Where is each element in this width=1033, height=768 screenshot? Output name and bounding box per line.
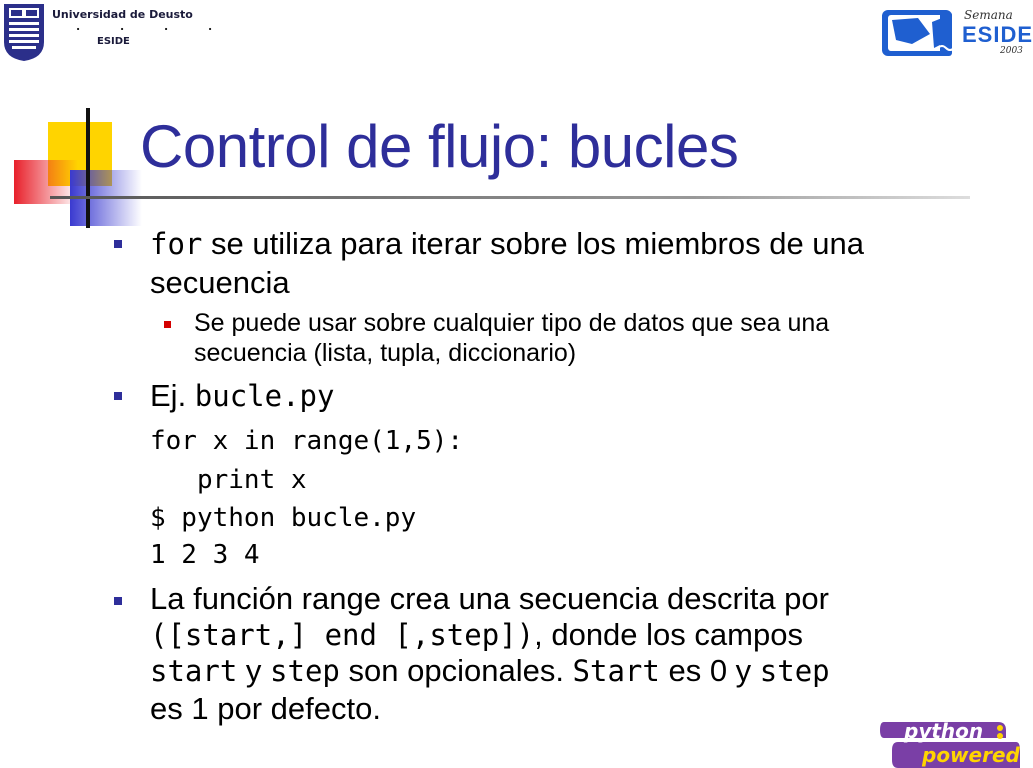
eside-logo-small-text: Semana (964, 8, 1013, 22)
code-step: step (270, 654, 340, 688)
code-step-2: step (759, 654, 830, 688)
bullet-3-line-3 (150, 652, 830, 690)
code-line-4: 1 2 3 4 (150, 540, 260, 570)
code-line-2: print x (150, 465, 307, 495)
code-start-capital: Start (572, 654, 660, 688)
sub-bullet-line-2: secuencia (lista, tupla, diccionario) (194, 339, 577, 367)
bullet-1-line-2: secuencia (150, 265, 290, 300)
bullet-1-text: se utiliza para iterar sobre los miembros de una (202, 226, 865, 261)
bullet-2-line (150, 377, 334, 415)
bullet-3-line-2 (150, 616, 803, 654)
bullet-2-prefix: Ej. (150, 378, 195, 413)
code-start: start (150, 654, 238, 688)
bullet-3-text-y: y (237, 653, 271, 688)
sub-bullet-line-1: Se puede usar sobre cualquier tipo de datos que sea una (194, 309, 830, 337)
eside-logo-year: 2003 (1000, 46, 1023, 56)
bullet-3-line-4: es 1 por defecto. (150, 691, 381, 726)
bullet-2-filename: bucle.py (194, 379, 335, 413)
code-line-3: $ python bucle.py (150, 503, 417, 533)
badge-python-text: python (904, 719, 984, 743)
bullet-marker (114, 240, 122, 248)
university-name: Universidad de Deusto (52, 8, 193, 21)
bullet-marker (114, 597, 122, 605)
eside-logo-brand: ESIDE (962, 22, 1033, 47)
bullet-marker (114, 392, 122, 400)
range-signature-code: ([start,] end [,step]) (150, 618, 535, 652)
code-keyword-for: for (150, 227, 203, 261)
bullet-1-line-1 (150, 225, 864, 263)
bullet-3-line-2-text: , donde los campos (534, 617, 803, 652)
code-line-1: for x in range(1,5): (150, 426, 464, 456)
sub-bullet-marker (164, 321, 171, 328)
bullet-3-text-zero: es 0 y (659, 653, 760, 688)
slide-title: Control de flujo: bucles (140, 113, 739, 180)
bullet-3-text-optional: son opcionales. (339, 653, 573, 688)
school-name: ESIDE (97, 36, 130, 47)
badge-powered-text: powered (922, 743, 1020, 767)
university-dots: . . . . (76, 20, 231, 33)
bullet-3-line-1: La función range crea una secuencia descrita por (150, 581, 829, 616)
python-powered-badge (878, 718, 1022, 768)
university-shield-logo (2, 2, 46, 62)
semana-eside-logo (878, 4, 1033, 62)
